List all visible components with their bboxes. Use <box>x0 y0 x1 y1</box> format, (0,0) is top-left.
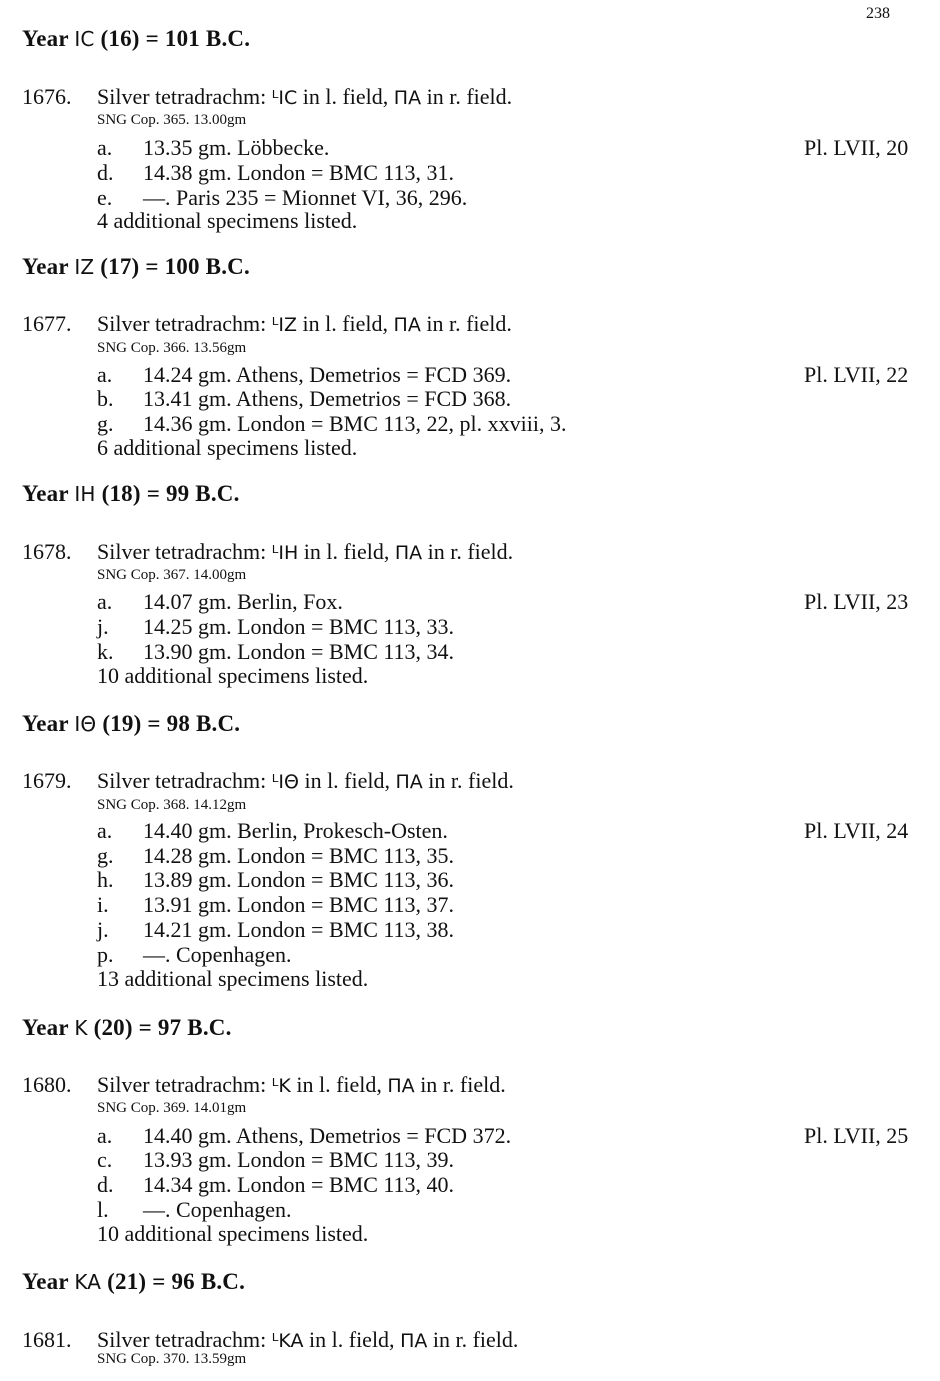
year-equivalence: (18) = 99 B.C. <box>101 481 240 506</box>
right-field-monogram: ΠΑ <box>393 87 422 109</box>
left-field-text: in l. field, <box>304 768 390 793</box>
year-numeral: IZ <box>74 255 95 279</box>
specimen-text: 13.89 gm. London = BMC 113, 36. <box>143 867 455 892</box>
specimen-row <box>97 917 454 943</box>
specimen-letter: j. <box>97 917 109 942</box>
specimen-row <box>97 818 448 844</box>
entry-description: Silver tetradrachm: <box>97 311 267 336</box>
sng-reference: SNG Cop. 367. 14.00gm <box>97 567 247 583</box>
year-equivalence: (19) = 98 B.C. <box>102 711 241 736</box>
sng-reference: SNG Cop. 369. 14.01gm <box>97 1100 247 1116</box>
specimen-letter: c. <box>97 1147 113 1172</box>
specimen-row <box>97 867 454 893</box>
right-field-text: in r. field. <box>426 84 513 109</box>
plate-reference: Pl. LVII, 25 <box>804 1123 909 1148</box>
specimen-text: 14.28 gm. London = BMC 113, 35. <box>143 843 455 868</box>
page-number: 238 <box>866 5 890 22</box>
sng-reference: SNG Cop. 368. 14.12gm <box>97 797 247 813</box>
specimen-row <box>97 1197 291 1223</box>
specimen-text: 13.90 gm. London = BMC 113, 34. <box>143 639 455 664</box>
sng-reference: SNG Cop. 370. 13.59gm <box>97 1351 247 1367</box>
specimen-text: 13.91 gm. London = BMC 113, 37. <box>143 892 455 917</box>
left-field-monogram: ᴸIΘ <box>271 771 299 793</box>
left-field-monogram: ᴸIH <box>271 542 299 564</box>
plate-reference: Pl. LVII, 24 <box>804 818 909 843</box>
specimen-text: —. Copenhagen. <box>143 942 292 967</box>
specimen-text: —. Paris 235 = Mionnet VI, 36, 296. <box>143 185 468 210</box>
specimen-letter: l. <box>97 1197 109 1222</box>
year-heading <box>22 711 240 737</box>
specimen-text: 14.25 gm. London = BMC 113, 33. <box>143 614 455 639</box>
additional-specimens: 4 additional specimens listed. <box>97 208 358 233</box>
year-numeral: IC <box>74 27 95 51</box>
specimen-row <box>97 1172 454 1198</box>
specimen-row <box>97 639 454 665</box>
sng-reference: SNG Cop. 366. 13.56gm <box>97 340 247 356</box>
specimen-text: 14.36 gm. London = BMC 113, 22, pl. xxviii, 3. <box>143 411 567 436</box>
left-field-monogram: ᴸK <box>271 1075 291 1097</box>
right-field-monogram: ΠΑ <box>393 314 421 336</box>
specimen-letter: j. <box>97 614 109 639</box>
specimen-text: 14.21 gm. London = BMC 113, 38. <box>143 917 455 942</box>
specimen-letter: g. <box>97 843 114 868</box>
specimen-row <box>97 135 329 161</box>
year-numeral: IH <box>74 482 96 506</box>
specimen-row <box>97 942 291 968</box>
specimen-text: 14.34 gm. London = BMC 113, 40. <box>143 1172 455 1197</box>
specimen-row <box>97 843 454 869</box>
entry-description: Silver tetradrachm: <box>97 1327 267 1352</box>
right-field-text: in r. field. <box>428 768 514 793</box>
specimen-row <box>97 614 454 640</box>
entry-description: Silver tetradrachm: <box>97 539 267 564</box>
specimen-letter: a. <box>97 362 113 387</box>
year-heading <box>22 481 240 507</box>
right-field-text: in r. field. <box>427 539 514 564</box>
specimen-letter: g. <box>97 411 114 436</box>
specimen-row <box>97 411 567 437</box>
entry-number: 1679. <box>22 768 72 793</box>
entry-description: Silver tetradrachm: <box>97 84 267 109</box>
left-field-text: in l. field, <box>303 539 390 564</box>
right-field-text: in r. field. <box>426 311 512 336</box>
left-field-monogram: ᴸKA <box>271 1330 304 1352</box>
year-heading <box>22 254 250 280</box>
year-heading <box>22 1015 232 1041</box>
year-numeral: IΘ <box>74 712 97 736</box>
additional-specimens: 10 additional specimens listed. <box>97 663 369 688</box>
specimen-text: 14.24 gm. Athens, Demetrios = FCD 369. <box>143 362 512 387</box>
specimen-letter: d. <box>97 160 114 185</box>
specimen-letter: a. <box>97 135 113 160</box>
entry-number: 1676. <box>22 84 72 109</box>
specimen-text: 14.07 gm. Berlin, Fox. <box>143 589 343 614</box>
right-field-text: in r. field. <box>420 1072 506 1097</box>
right-field-monogram: ΠΑ <box>395 771 423 793</box>
catalogue-entry <box>22 1327 518 1353</box>
catalogue-entry <box>22 539 513 565</box>
specimen-text: 13.35 gm. Löbbecke. <box>143 135 330 160</box>
entry-number: 1678. <box>22 539 72 564</box>
year-equivalence: (21) = 96 B.C. <box>107 1269 246 1294</box>
year-equivalence: (20) = 97 B.C. <box>93 1015 232 1040</box>
specimen-letter: d. <box>97 1172 114 1197</box>
right-field-text: in r. field. <box>432 1327 519 1352</box>
specimen-text: 14.40 gm. Berlin, Prokesch-Osten. <box>143 818 448 843</box>
specimen-letter: a. <box>97 818 113 843</box>
additional-specimens: 10 additional specimens listed. <box>97 1221 369 1246</box>
additional-specimens: 6 additional specimens listed. <box>97 435 358 460</box>
specimen-row <box>97 1123 511 1149</box>
plate-reference: Pl. LVII, 22 <box>804 362 909 387</box>
specimen-row <box>97 362 511 388</box>
right-field-monogram: ΠΑ <box>400 1330 428 1352</box>
entry-description: Silver tetradrachm: <box>97 768 267 793</box>
specimen-text: 14.38 gm. London = BMC 113, 31. <box>143 160 455 185</box>
specimen-letter: i. <box>97 892 109 917</box>
year-label: Year <box>22 1015 69 1040</box>
year-equivalence: (16) = 101 B.C. <box>100 26 251 51</box>
entry-number: 1677. <box>22 311 72 336</box>
catalogue-entry <box>22 84 512 110</box>
catalogue-entry <box>22 1072 506 1098</box>
specimen-text: 13.41 gm. Athens, Demetrios = FCD 368. <box>143 386 512 411</box>
year-label: Year <box>22 1269 69 1294</box>
specimen-row <box>97 1147 454 1173</box>
year-numeral: KA <box>74 1270 102 1294</box>
specimen-letter: p. <box>97 942 114 967</box>
entry-description: Silver tetradrachm: <box>97 1072 267 1097</box>
specimen-text: 13.93 gm. London = BMC 113, 39. <box>143 1147 455 1172</box>
specimen-letter: k. <box>97 639 114 664</box>
left-field-text: in l. field, <box>309 1327 395 1352</box>
left-field-monogram: ᴸIZ <box>271 314 297 336</box>
specimen-text: —. Copenhagen. <box>143 1197 292 1222</box>
left-field-text: in l. field, <box>302 84 389 109</box>
specimen-row <box>97 386 511 412</box>
specimen-letter: b. <box>97 386 114 411</box>
catalogue-entry <box>22 311 512 337</box>
year-numeral: K <box>74 1016 88 1040</box>
specimen-letter: h. <box>97 867 114 892</box>
year-label: Year <box>22 481 69 506</box>
year-equivalence: (17) = 100 B.C. <box>100 254 250 279</box>
right-field-monogram: ΠΑ <box>394 542 423 564</box>
additional-specimens: 13 additional specimens listed. <box>97 966 369 991</box>
year-label: Year <box>22 254 69 279</box>
plate-reference: Pl. LVII, 23 <box>804 589 909 614</box>
right-field-monogram: ΠΑ <box>387 1075 415 1097</box>
year-label: Year <box>22 26 69 51</box>
specimen-row <box>97 892 454 918</box>
specimen-letter: a. <box>97 1123 113 1148</box>
left-field-monogram: ᴸIC <box>271 87 298 109</box>
year-heading <box>22 1269 245 1295</box>
entry-number: 1681. <box>22 1327 72 1352</box>
specimen-letter: a. <box>97 589 113 614</box>
year-label: Year <box>22 711 69 736</box>
specimen-text: 14.40 gm. Athens, Demetrios = FCD 372. <box>143 1123 512 1148</box>
entry-number: 1680. <box>22 1072 72 1097</box>
catalogue-entry <box>22 768 514 794</box>
year-heading <box>22 26 250 52</box>
left-field-text: in l. field, <box>302 311 389 336</box>
plate-reference: Pl. LVII, 20 <box>804 135 909 160</box>
specimen-row <box>97 160 454 186</box>
sng-reference: SNG Cop. 365. 13.00gm <box>97 112 247 128</box>
specimen-letter: e. <box>97 185 113 210</box>
left-field-text: in l. field, <box>296 1072 382 1097</box>
specimen-row <box>97 589 343 615</box>
